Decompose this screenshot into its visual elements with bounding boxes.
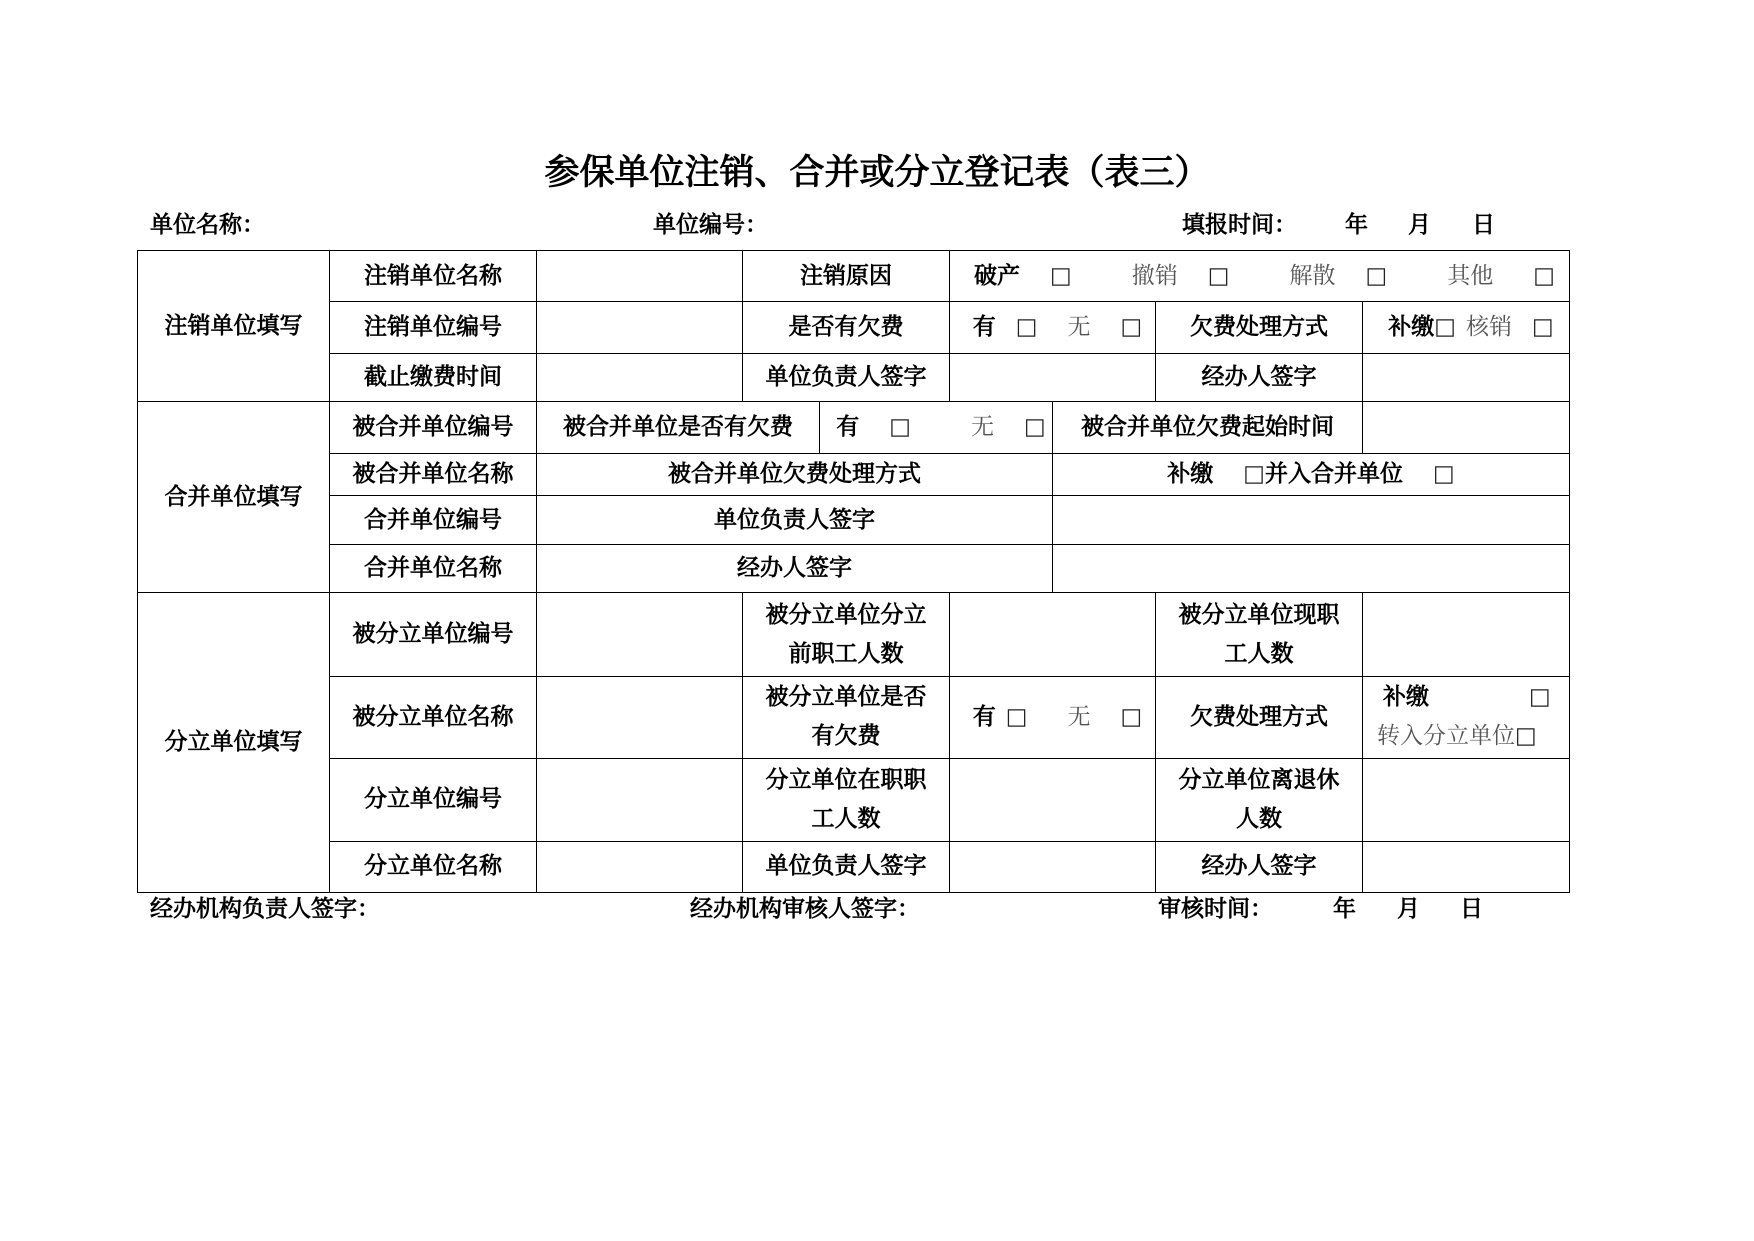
merged-method-options — [1053, 454, 1570, 496]
table-row — [138, 402, 1570, 454]
merged-arrears-options — [820, 402, 1053, 454]
cancel-leader-sign-field[interactable] — [950, 354, 1156, 402]
split-name-label: 被分立单位名称 — [330, 676, 537, 758]
new-no-field[interactable] — [537, 758, 743, 841]
in-service-field[interactable] — [950, 758, 1156, 841]
checkbox-method-writeoff[interactable]: □ — [1532, 314, 1554, 341]
reason-option-dissolved: 解散 — [1289, 262, 1336, 289]
split-arrears-no-label: 无 — [1067, 703, 1091, 730]
reason-option-other: 其他 — [1447, 262, 1494, 289]
table-row — [138, 354, 1570, 402]
split-arrears-options — [950, 676, 1156, 758]
merged-arrears-label: 被合并单位是否有欠费 — [537, 402, 820, 454]
split-name-field[interactable] — [537, 676, 743, 758]
checkbox-merge-method-pay[interactable]: □ — [1243, 461, 1265, 488]
table-row — [138, 676, 1570, 758]
cancel-name-label: 注销单位名称 — [330, 251, 537, 302]
unit-no-label: 单位编号： — [653, 212, 768, 238]
split-method-transfer-label: 转入分立单位 — [1377, 723, 1515, 750]
method-pay-label: 补缴 — [1388, 314, 1435, 341]
workers-before-label — [743, 593, 950, 676]
reason-option-revoked: 撤销 — [1131, 262, 1178, 289]
new-name-field[interactable] — [537, 841, 743, 892]
merging-name-label: 合并单位名称 — [330, 545, 537, 593]
workers-before-line1: 被分立单位分立 — [765, 601, 927, 628]
review-day-label: 日 — [1460, 896, 1483, 922]
checkbox-split-arrears-no[interactable]: □ — [1120, 703, 1143, 730]
in-service-label — [743, 758, 950, 841]
split-leader-sign-label: 单位负责人签字 — [743, 841, 950, 892]
split-no-field[interactable] — [537, 593, 743, 676]
checkbox-bankrupt[interactable]: □ — [1050, 262, 1072, 289]
merge-method-join-label: 并入合并单位 — [1265, 461, 1403, 488]
cancel-handler-sign-label: 经办人签字 — [1156, 354, 1363, 402]
fill-year-label: 年 — [1345, 212, 1368, 238]
merged-arrears-method-label: 被合并单位欠费处理方式 — [537, 454, 1053, 496]
registration-form-table — [137, 250, 1570, 893]
current-workers-field[interactable] — [1363, 593, 1570, 676]
method-writeoff-label: 核销 — [1466, 314, 1512, 341]
cancel-leader-sign-label: 单位负责人签字 — [743, 354, 950, 402]
table-row — [138, 545, 1570, 593]
cancel-no-field[interactable] — [537, 302, 743, 354]
split-handler-sign-field[interactable] — [1363, 841, 1570, 892]
merge-method-pay-label: 补缴 — [1167, 461, 1214, 488]
merged-no-label: 被合并单位编号 — [330, 402, 537, 454]
merge-leader-sign-field[interactable] — [1053, 496, 1570, 545]
in-service-line2: 工人数 — [811, 805, 881, 832]
workers-before-line2: 前职工人数 — [788, 640, 904, 667]
new-name-label: 分立单位名称 — [330, 841, 537, 892]
retired-line1: 分立单位离退休 — [1178, 766, 1340, 793]
checkbox-merged-arrears-yes[interactable]: □ — [889, 414, 911, 441]
agency-reviewer-sign-label: 经办机构审核人签字： — [690, 896, 920, 922]
checkbox-other[interactable]: □ — [1533, 262, 1555, 289]
split-method-pay-label: 补缴 — [1383, 684, 1429, 711]
split-arrears-method-label: 欠费处理方式 — [1156, 676, 1363, 758]
table-row — [138, 454, 1570, 496]
fill-day-label: 日 — [1472, 212, 1495, 238]
review-month-label: 月 — [1397, 896, 1420, 922]
split-arrears-line1: 被分立单位是否 — [765, 684, 927, 711]
checkbox-split-method-transfer[interactable]: □ — [1515, 723, 1537, 750]
table-row — [138, 758, 1570, 841]
cancel-section-label: 注销单位填写 — [138, 251, 330, 402]
split-no-label: 被分立单位编号 — [330, 593, 537, 676]
reason-option-bankrupt: 破产 — [974, 262, 1021, 289]
cancel-no-label: 注销单位编号 — [330, 302, 537, 354]
agency-head-sign-label: 经办机构负责人签字： — [150, 896, 380, 922]
arrears-no-label: 无 — [1067, 314, 1091, 341]
cancel-name-field[interactable] — [537, 251, 743, 302]
checkbox-arrears-yes[interactable]: □ — [1015, 314, 1038, 341]
merged-name-label: 被合并单位名称 — [330, 454, 537, 496]
checkbox-merged-arrears-no[interactable]: □ — [1024, 414, 1046, 441]
split-section-label: 分立单位填写 — [138, 593, 330, 893]
checkbox-split-method-pay[interactable]: □ — [1529, 684, 1551, 711]
split-method-options — [1363, 676, 1570, 758]
cancel-arrears-label: 是否有欠费 — [743, 302, 950, 354]
checkbox-arrears-no[interactable]: □ — [1120, 314, 1143, 341]
merged-arrears-yes-label: 有 — [836, 414, 860, 441]
table-row — [138, 496, 1570, 545]
unit-name-label: 单位名称： — [150, 212, 265, 238]
table-row — [138, 302, 1570, 354]
split-handler-sign-label: 经办人签字 — [1156, 841, 1363, 892]
merged-arrears-no-label: 无 — [971, 414, 994, 441]
cancel-reason-options — [950, 251, 1570, 302]
review-time-label: 审核时间： — [1158, 896, 1273, 922]
checkbox-method-pay[interactable]: □ — [1434, 314, 1456, 341]
page-title: 参保单位注销、合并或分立登记表（表三） — [544, 153, 1210, 193]
cancel-deadline-label: 截止缴费时间 — [330, 354, 537, 402]
fill-time-label: 填报时间： — [1182, 212, 1297, 238]
table-row — [138, 251, 1570, 302]
workers-before-field[interactable] — [950, 593, 1156, 676]
retired-label — [1156, 758, 1363, 841]
checkbox-split-arrears-yes[interactable]: □ — [1005, 703, 1028, 730]
cancel-deadline-field[interactable] — [537, 354, 743, 402]
checkbox-merge-method-join[interactable]: □ — [1433, 461, 1455, 488]
current-workers-line1: 被分立单位现职 — [1178, 601, 1340, 628]
split-arrears-yes-label: 有 — [972, 703, 996, 730]
table-row — [138, 593, 1570, 676]
merge-section-label: 合并单位填写 — [138, 402, 330, 593]
checkbox-dissolved[interactable]: □ — [1365, 262, 1388, 289]
cancel-method-options — [1363, 302, 1570, 354]
current-workers-line2: 工人数 — [1224, 640, 1294, 667]
retired-line2: 人数 — [1236, 805, 1282, 832]
current-workers-label — [1156, 593, 1363, 676]
merge-leader-sign-label: 单位负责人签字 — [537, 496, 1053, 545]
new-no-label: 分立单位编号 — [330, 758, 537, 841]
cancel-arrears-options — [950, 302, 1156, 354]
checkbox-revoked[interactable]: □ — [1207, 262, 1230, 289]
arrears-yes-label: 有 — [972, 314, 996, 341]
cancel-handler-sign-field[interactable] — [1363, 354, 1570, 402]
merging-no-label: 合并单位编号 — [330, 496, 537, 545]
split-leader-sign-field[interactable] — [950, 841, 1156, 892]
table-row — [138, 841, 1570, 892]
retired-field[interactable] — [1363, 758, 1570, 841]
split-arrears-label — [743, 676, 950, 758]
cancel-reason-label: 注销原因 — [743, 251, 950, 302]
merge-handler-sign-label: 经办人签字 — [537, 545, 1053, 593]
split-arrears-line2: 有欠费 — [811, 723, 881, 750]
cancel-arrears-method-label: 欠费处理方式 — [1156, 302, 1363, 354]
merge-handler-sign-field[interactable] — [1053, 545, 1570, 593]
review-year-label: 年 — [1333, 896, 1356, 922]
in-service-line1: 分立单位在职职 — [765, 766, 927, 793]
arrears-start-label: 被合并单位欠费起始时间 — [1053, 402, 1363, 454]
arrears-start-field[interactable] — [1363, 402, 1570, 454]
fill-month-label: 月 — [1408, 212, 1431, 238]
